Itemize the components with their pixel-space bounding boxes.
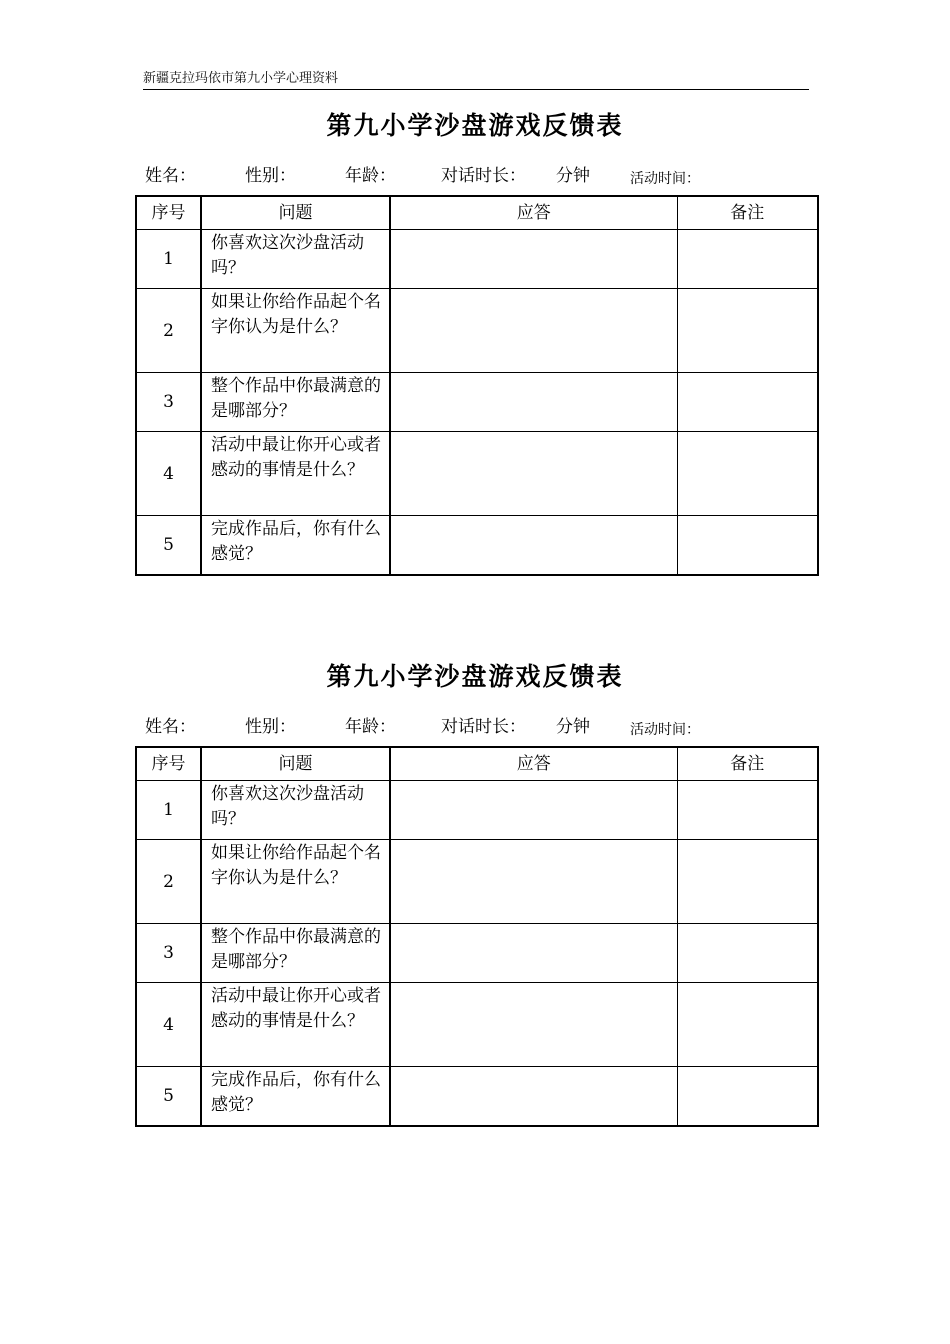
row-question: 整个作品中你最满意的是哪部分？ — [201, 924, 390, 983]
note-cell[interactable] — [677, 983, 818, 1067]
row-question: 整个作品中你最满意的是哪部分？ — [201, 373, 390, 432]
table-row — [136, 230, 818, 289]
note-cell[interactable] — [677, 230, 818, 289]
note-cell[interactable] — [677, 516, 818, 576]
row-number: 2 — [136, 840, 201, 924]
row-question: 如果让你给作品起个名字你认为是什么？ — [201, 289, 390, 373]
page-header: 新疆克拉玛依市第九小学心理资料 — [143, 70, 809, 90]
note-cell[interactable] — [677, 373, 818, 432]
activity-time-label: 活动时间： — [630, 171, 700, 187]
row-number: 2 — [136, 289, 201, 373]
table-row — [136, 1067, 818, 1127]
info-line — [0, 163, 950, 189]
note-cell[interactable] — [677, 840, 818, 924]
feedback-table — [135, 746, 819, 1127]
table-row — [136, 373, 818, 432]
name-label: 姓名： — [145, 166, 196, 186]
minutes-label: 分钟 — [556, 166, 590, 186]
row-question: 你喜欢这次沙盘活动吗？ — [201, 781, 390, 840]
answer-cell[interactable] — [390, 781, 677, 840]
table-row — [136, 840, 818, 924]
answer-cell[interactable] — [390, 1067, 677, 1127]
row-question: 完成作品后，你有什么感觉？ — [201, 1067, 390, 1127]
duration-label: 对话时长： — [441, 166, 526, 186]
answer-cell[interactable] — [390, 924, 677, 983]
row-number: 1 — [136, 230, 201, 289]
col-header-number: 序号 — [136, 747, 201, 781]
gender-label: 性别： — [245, 166, 296, 186]
age-label: 年龄： — [345, 166, 396, 186]
note-cell[interactable] — [677, 1067, 818, 1127]
row-question: 活动中最让你开心或者感动的事情是什么？ — [201, 983, 390, 1067]
col-header-note: 备注 — [677, 196, 818, 230]
answer-cell[interactable] — [390, 983, 677, 1067]
row-number: 1 — [136, 781, 201, 840]
col-header-answer: 应答 — [390, 747, 677, 781]
answer-cell[interactable] — [390, 840, 677, 924]
col-header-question: 问题 — [201, 747, 390, 781]
feedback-table — [135, 195, 819, 576]
col-header-question: 问题 — [201, 196, 390, 230]
row-number: 4 — [136, 983, 201, 1067]
activity-time-label: 活动时间： — [630, 722, 700, 738]
row-question: 活动中最让你开心或者感动的事情是什么？ — [201, 432, 390, 516]
info-line — [0, 714, 950, 740]
row-question: 完成作品后，你有什么感觉？ — [201, 516, 390, 576]
col-header-number: 序号 — [136, 196, 201, 230]
answer-cell[interactable] — [390, 432, 677, 516]
table-row — [136, 432, 818, 516]
row-number: 4 — [136, 432, 201, 516]
answer-cell[interactable] — [390, 373, 677, 432]
form-title: 第九小学沙盘游戏反馈表 — [326, 662, 624, 691]
row-number: 3 — [136, 924, 201, 983]
table-row — [136, 289, 818, 373]
table-header-row — [136, 196, 818, 230]
answer-cell[interactable] — [390, 289, 677, 373]
age-label: 年龄： — [345, 717, 396, 737]
row-question: 你喜欢这次沙盘活动吗？ — [201, 230, 390, 289]
table-row — [136, 516, 818, 576]
form-title: 第九小学沙盘游戏反馈表 — [326, 111, 624, 140]
col-header-note: 备注 — [677, 747, 818, 781]
note-cell[interactable] — [677, 432, 818, 516]
answer-cell[interactable] — [390, 516, 677, 576]
row-number: 3 — [136, 373, 201, 432]
row-number: 5 — [136, 516, 201, 576]
name-label: 姓名： — [145, 717, 196, 737]
minutes-label: 分钟 — [556, 717, 590, 737]
table-row — [136, 924, 818, 983]
note-cell[interactable] — [677, 781, 818, 840]
row-number: 5 — [136, 1067, 201, 1127]
row-question: 如果让你给作品起个名字你认为是什么？ — [201, 840, 390, 924]
answer-cell[interactable] — [390, 230, 677, 289]
table-header-row — [136, 747, 818, 781]
note-cell[interactable] — [677, 924, 818, 983]
col-header-answer: 应答 — [390, 196, 677, 230]
table-row — [136, 781, 818, 840]
table-row — [136, 983, 818, 1067]
duration-label: 对话时长： — [441, 717, 526, 737]
note-cell[interactable] — [677, 289, 818, 373]
gender-label: 性别： — [245, 717, 296, 737]
